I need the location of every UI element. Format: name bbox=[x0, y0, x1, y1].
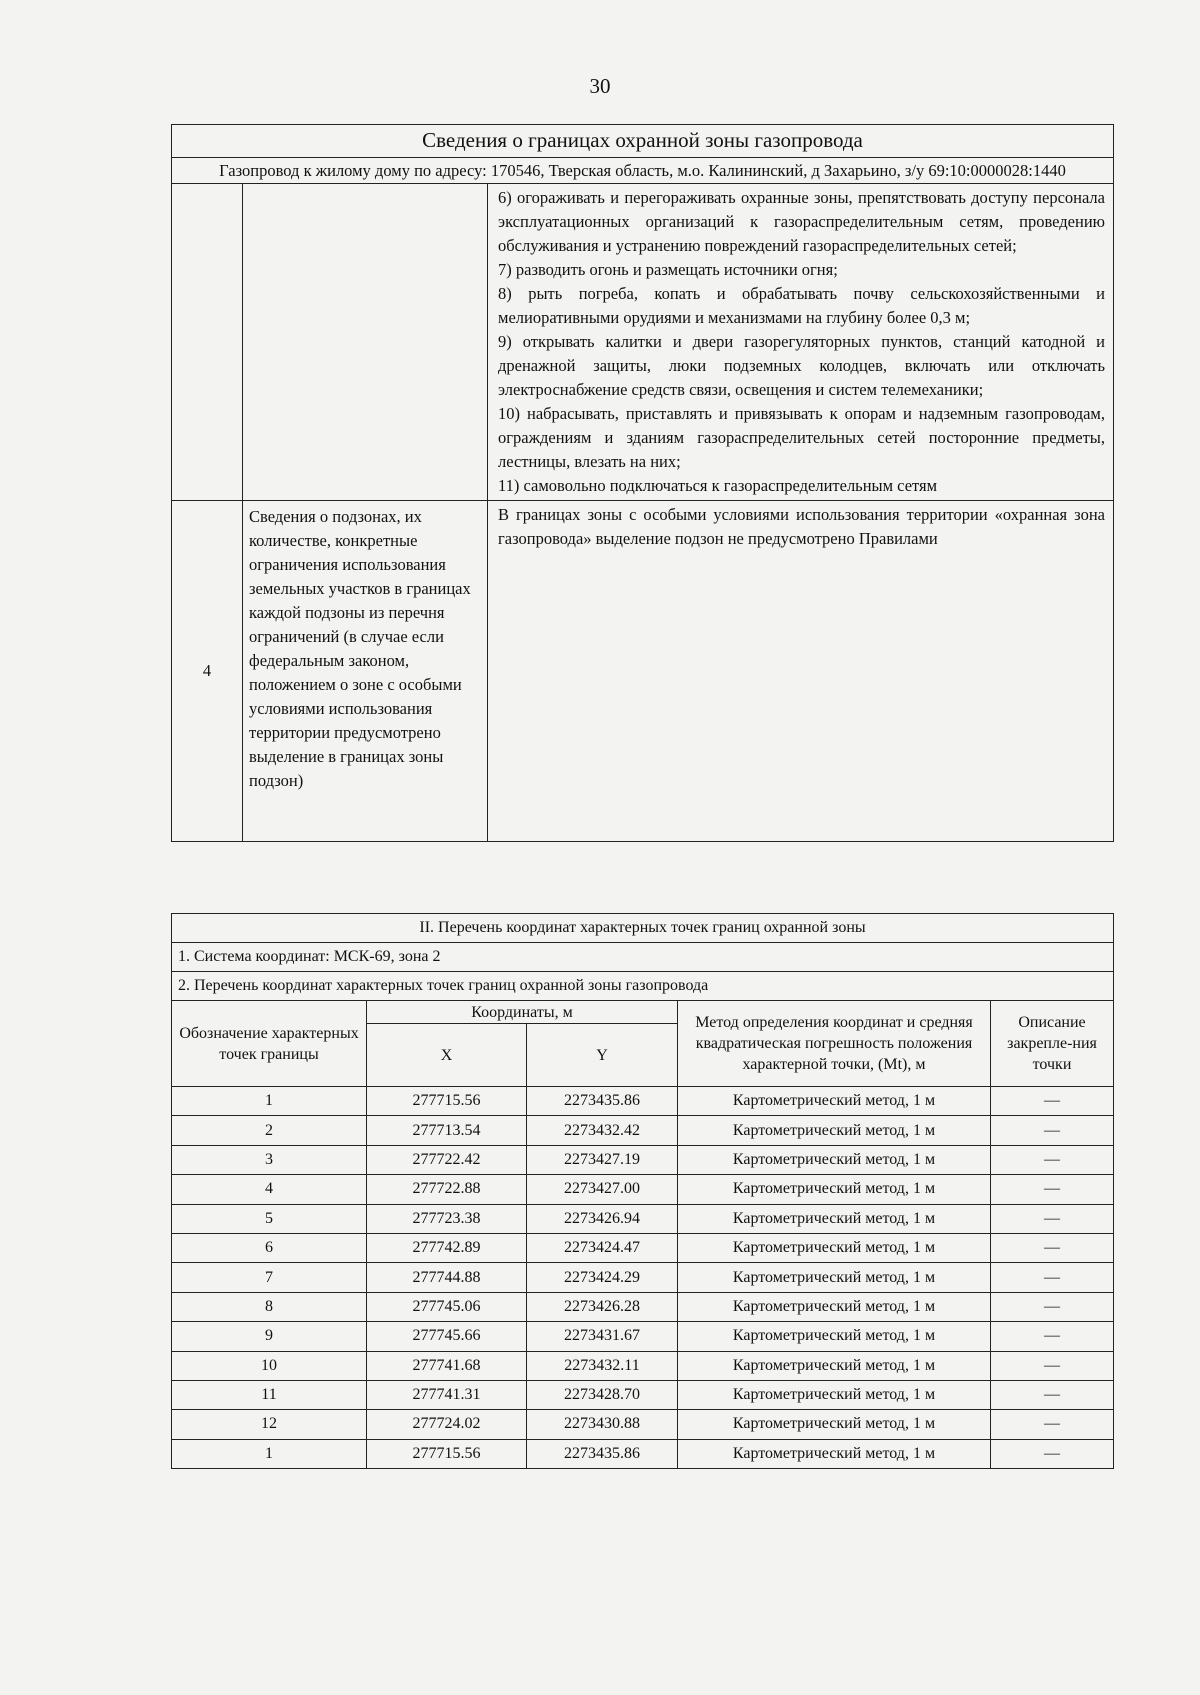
method-cell: Картометрический метод, 1 м bbox=[678, 1263, 991, 1292]
table-row bbox=[172, 1204, 1114, 1233]
fixing-cell: — bbox=[991, 1410, 1114, 1439]
point-designation: 1 bbox=[172, 1439, 367, 1468]
coordinate-y: 2273426.28 bbox=[527, 1292, 678, 1321]
coordinate-y: 2273427.00 bbox=[527, 1175, 678, 1204]
restrictions-row bbox=[172, 184, 1114, 501]
point-designation: 9 bbox=[172, 1322, 367, 1351]
fixing-cell: — bbox=[991, 1087, 1114, 1116]
subzones-label: Сведения о подзонах, их количестве, конкретные ограничения использования земельных участков в границах каждой подзоны из перечня ограничений (в случае если федеральным законом, положением о зоне с особыми условиями использования территории предусмотрено выделение в границах зоны подзон) bbox=[243, 501, 488, 842]
table-row bbox=[172, 1292, 1114, 1321]
subzones-row bbox=[172, 501, 1114, 842]
column-header-y: Y bbox=[527, 1024, 678, 1087]
coordinate-y: 2273432.42 bbox=[527, 1116, 678, 1145]
point-designation: 6 bbox=[172, 1233, 367, 1262]
column-header-method: Метод определения координат и средняя квадратическая погрешность положения характерной точки, (Mt), м bbox=[678, 1001, 991, 1087]
method-cell: Картометрический метод, 1 м bbox=[678, 1410, 991, 1439]
method-cell: Картометрический метод, 1 м bbox=[678, 1233, 991, 1262]
method-cell: Картометрический метод, 1 м bbox=[678, 1175, 991, 1204]
method-cell: Картометрический метод, 1 м bbox=[678, 1351, 991, 1380]
table-row bbox=[172, 1116, 1114, 1145]
point-designation: 5 bbox=[172, 1204, 367, 1233]
method-cell: Картометрический метод, 1 м bbox=[678, 1322, 991, 1351]
restriction-item: 6) огораживать и перегораживать охранные зоны, препятствовать доступу персонала эксплуатационных организаций к газораспределительным сетям, проведению обслуживания и устранению повреждений газораспределительных сетей; bbox=[498, 188, 1105, 255]
fixing-cell: — bbox=[991, 1233, 1114, 1262]
subzones-number: 4 bbox=[172, 501, 243, 842]
point-designation: 2 bbox=[172, 1116, 367, 1145]
coordinate-x: 277741.68 bbox=[367, 1351, 527, 1380]
fixing-cell: — bbox=[991, 1204, 1114, 1233]
method-cell: Картометрический метод, 1 м bbox=[678, 1380, 991, 1409]
column-header-coordinates: Координаты, м bbox=[367, 1001, 678, 1024]
method-cell: Картометрический метод, 1 м bbox=[678, 1087, 991, 1116]
fixing-cell: — bbox=[991, 1292, 1114, 1321]
column-header-designation: Обозначение характерных точек границы bbox=[172, 1001, 367, 1087]
table-row bbox=[172, 1175, 1114, 1204]
coordinates-section-title: II. Перечень координат характерных точек границ охранной зоны bbox=[172, 914, 1114, 943]
table-row bbox=[172, 1410, 1114, 1439]
method-cell: Картометрический метод, 1 м bbox=[678, 1145, 991, 1174]
table-row bbox=[172, 1263, 1114, 1292]
restriction-item: 8) рыть погреба, копать и обрабатывать почву сельскохозяйственными и мелиоративными орудиями и механизмами на глубину более 0,3 м; bbox=[498, 284, 1105, 327]
coordinate-x: 277724.02 bbox=[367, 1410, 527, 1439]
restrictions-number-cell bbox=[172, 184, 243, 501]
column-header-x: X bbox=[367, 1024, 527, 1087]
coordinate-x: 277722.88 bbox=[367, 1175, 527, 1204]
point-designation: 8 bbox=[172, 1292, 367, 1321]
table-title: Сведения о границах охранной зоны газопровода bbox=[172, 125, 1114, 158]
coordinate-y: 2273427.19 bbox=[527, 1145, 678, 1174]
coordinate-y: 2273435.86 bbox=[527, 1439, 678, 1468]
restrictions-list bbox=[488, 184, 1114, 501]
point-designation: 10 bbox=[172, 1351, 367, 1380]
point-designation: 1 bbox=[172, 1087, 367, 1116]
coordinate-y: 2273424.47 bbox=[527, 1233, 678, 1262]
fixing-cell: — bbox=[991, 1351, 1114, 1380]
coordinate-x: 277742.89 bbox=[367, 1233, 527, 1262]
restriction-item: 11) самовольно подключаться к газораспределительным сетям bbox=[498, 476, 938, 495]
coordinate-x: 277723.38 bbox=[367, 1204, 527, 1233]
subzones-value: В границах зоны с особыми условиями использования территории «охранная зона газопровода» выделение подзон не предусмотрено Правилами bbox=[488, 501, 1114, 842]
coordinate-x: 277744.88 bbox=[367, 1263, 527, 1292]
table-row bbox=[172, 1087, 1114, 1116]
restriction-item: 10) набрасывать, приставлять и привязывать к опорам и надземным газопроводам, ограждениям и зданиям газораспределительных сетей посторонние предметы, лестницы, влезать на них; bbox=[498, 404, 1105, 471]
coordinate-x: 277722.42 bbox=[367, 1145, 527, 1174]
coordinate-y: 2273430.88 bbox=[527, 1410, 678, 1439]
coordinate-y: 2273431.67 bbox=[527, 1322, 678, 1351]
method-cell: Картометрический метод, 1 м bbox=[678, 1116, 991, 1145]
restrictions-label-cell bbox=[243, 184, 488, 501]
fixing-cell: — bbox=[991, 1175, 1114, 1204]
method-cell: Картометрический метод, 1 м bbox=[678, 1439, 991, 1468]
coordinates-list-title: 2. Перечень координат характерных точек границ охранной зоны газопровода bbox=[172, 972, 1114, 1001]
coordinates-rows bbox=[172, 1087, 1114, 1469]
coordinate-x: 277745.06 bbox=[367, 1292, 527, 1321]
coordinate-x: 277715.56 bbox=[367, 1439, 527, 1468]
coordinate-x: 277745.66 bbox=[367, 1322, 527, 1351]
table-row bbox=[172, 1439, 1114, 1468]
coordinate-y: 2273424.29 bbox=[527, 1263, 678, 1292]
column-header-fixing: Описание закрепле-ния точки bbox=[991, 1001, 1114, 1087]
protection-zone-info-table bbox=[171, 124, 1114, 842]
restriction-item: 7) разводить огонь и размещать источники огня; bbox=[498, 260, 838, 279]
coordinate-x: 277715.56 bbox=[367, 1087, 527, 1116]
method-cell: Картометрический метод, 1 м bbox=[678, 1204, 991, 1233]
table-row bbox=[172, 1380, 1114, 1409]
fixing-cell: — bbox=[991, 1439, 1114, 1468]
table-row bbox=[172, 1145, 1114, 1174]
table-row bbox=[172, 1351, 1114, 1380]
gas-pipeline-address: Газопровод к жилому дому по адресу: 170546, Тверская область, м.о. Калининский, д Захарьино, з/у 69:10:0000028:1440 bbox=[172, 158, 1114, 184]
table-row bbox=[172, 1322, 1114, 1351]
point-designation: 4 bbox=[172, 1175, 367, 1204]
point-designation: 11 bbox=[172, 1380, 367, 1409]
coordinate-y: 2273426.94 bbox=[527, 1204, 678, 1233]
table-row bbox=[172, 1233, 1114, 1262]
point-designation: 12 bbox=[172, 1410, 367, 1439]
coordinates-table bbox=[171, 913, 1114, 1469]
coordinate-y: 2273435.86 bbox=[527, 1087, 678, 1116]
fixing-cell: — bbox=[991, 1263, 1114, 1292]
coordinate-x: 277713.54 bbox=[367, 1116, 527, 1145]
coordinate-system: 1. Система координат: МСК-69, зона 2 bbox=[172, 943, 1114, 972]
coordinate-y: 2273432.11 bbox=[527, 1351, 678, 1380]
point-designation: 3 bbox=[172, 1145, 367, 1174]
fixing-cell: — bbox=[991, 1380, 1114, 1409]
fixing-cell: — bbox=[991, 1116, 1114, 1145]
restriction-item: 9) открывать калитки и двери газорегуляторных пунктов, станций катодной и дренажной защиты, люки подземных колодцев, включать или отключать электроснабжение средств связи, освещения и систем телемеханики; bbox=[498, 332, 1105, 399]
method-cell: Картометрический метод, 1 м bbox=[678, 1292, 991, 1321]
fixing-cell: — bbox=[991, 1145, 1114, 1174]
point-designation: 7 bbox=[172, 1263, 367, 1292]
page-number: 30 bbox=[589, 74, 611, 98]
coordinate-y: 2273428.70 bbox=[527, 1380, 678, 1409]
fixing-cell: — bbox=[991, 1322, 1114, 1351]
coordinate-x: 277741.31 bbox=[367, 1380, 527, 1409]
